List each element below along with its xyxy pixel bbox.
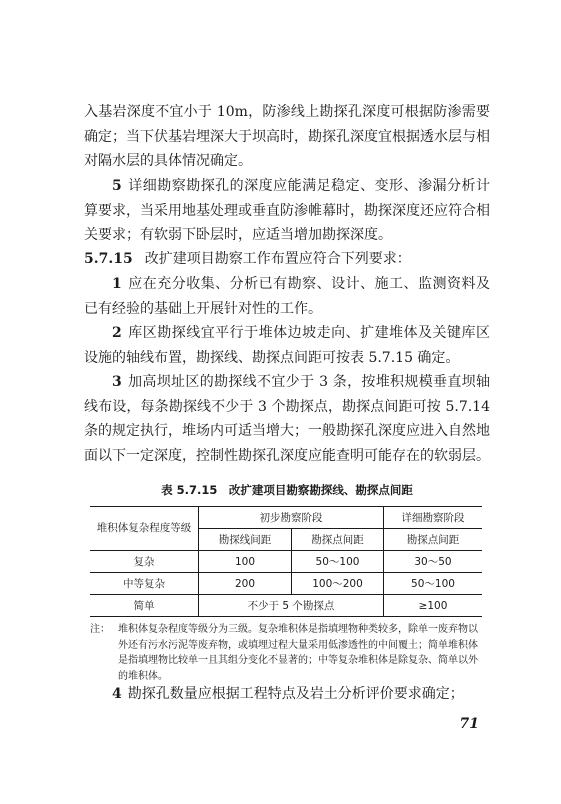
paragraph-text: 库区勘探线宜平行于堆体边坡走向、扩建堆体及关键库区设施的轴线布置，勘探线、勘探点间距可按表 5.7.15 确定。 <box>84 325 490 366</box>
table-cell-level: 复杂 <box>90 551 199 573</box>
paragraph-item-5 <box>84 174 490 248</box>
table-header-prelim: 初步勘察阶段 <box>199 507 384 529</box>
table-cell-line: 100 <box>199 551 292 573</box>
table-title: 表 5.7.15 改扩建项目勘察勘探线、勘探点间距 <box>161 483 413 497</box>
table-cell-detail: 50～100 <box>384 573 483 595</box>
paragraph-item-2 <box>84 321 490 370</box>
paragraph-text: 入基岩深度不宜小于 10m，防渗线上勘探孔深度可根据防渗需要确定；当下伏基岩埋深大于坝高时，勘探孔深度宜根据透水层与相对隔水层的具体情况确定。 <box>84 104 490 169</box>
paragraph-continued <box>84 100 490 174</box>
table-cell-detail: 30～50 <box>384 551 483 573</box>
paragraph-text: 勘探孔数量应根据工程特点及岩土分析评价要求确定； <box>127 686 464 702</box>
table-cell-point: 100～200 <box>292 573 384 595</box>
paragraph-item-1 <box>84 272 490 321</box>
paragraph-text: 详细勘察勘探孔的深度应能满足稳定、变形、渗漏分析计算要求，当采用地基处理或垂直防渗帷幕时，勘探深度还应符合相关要求；有软弱下卧层时，应适当增加勘探深度。 <box>84 178 490 243</box>
table-cell-line: 200 <box>199 573 292 595</box>
clause-5-7-15 <box>84 247 490 272</box>
table-cell-level: 简单 <box>90 595 199 617</box>
spacing-table <box>90 506 482 617</box>
paragraph-item-3 <box>84 370 490 468</box>
item-number: 1 <box>112 276 122 292</box>
page-number: 71 <box>459 716 479 732</box>
table-subheader-point-spacing-detail: 勘探点间距 <box>384 529 483 551</box>
table-cell-merged: 不少于 5 个勘探点 <box>199 595 384 617</box>
paragraph-text: 加高坝址区的勘探线不宜少于 3 条，按堆积规模垂直坝轴线布设，每条勘探线不少于 3 个勘探点，勘探点间距可按 5.7.14 条的规定执行，堆场内可适当增大；一般勘探孔深度应进入自然地面以下一定深度，控制性勘探孔深度应能查明可能存在的软弱层。 <box>84 374 490 464</box>
item-number: 2 <box>112 325 122 341</box>
paragraph-text: 应在充分收集、分析已有勘察、设计、施工、监测资料及已有经验的基础上开展针对性的工作。 <box>84 276 490 317</box>
table-header-detail: 详细勘察阶段 <box>384 507 483 529</box>
item-number: 3 <box>112 374 122 390</box>
table-note <box>90 622 482 684</box>
table-subheader-line-spacing: 勘探线间距 <box>199 529 292 551</box>
item-number: 5 <box>112 178 122 194</box>
table-row <box>90 595 482 617</box>
table-cell-level: 中等复杂 <box>90 573 199 595</box>
paragraph-item-4 <box>84 682 490 707</box>
clause-text: 改扩建项目勘察工作布置应符合下列要求： <box>144 251 411 267</box>
clause-number: 5.7.15 <box>84 251 133 267</box>
table-subheader-point-spacing: 勘探点间距 <box>292 529 384 551</box>
table-cell-point: 50～100 <box>292 551 384 573</box>
table-header-level: 堆积体复杂程度等级 <box>90 507 199 551</box>
note-text: 堆积体复杂程度等级分为三级。复杂堆积体是指填埋物种类较多，除单一废弃物以外还有污水污泥等废弃物，或填埋过程大量采用低渗透性的中间覆土；简单堆积体是指填埋物比较单一且其组分变化不显著的；中等复杂堆积体是除复杂、简单以外的堆积体。 <box>118 624 478 682</box>
table-cell-detail: ≥100 <box>384 595 483 617</box>
item-number: 4 <box>112 686 122 702</box>
table-row <box>90 551 482 573</box>
note-label: 注： <box>90 624 110 635</box>
table-row <box>90 573 482 595</box>
